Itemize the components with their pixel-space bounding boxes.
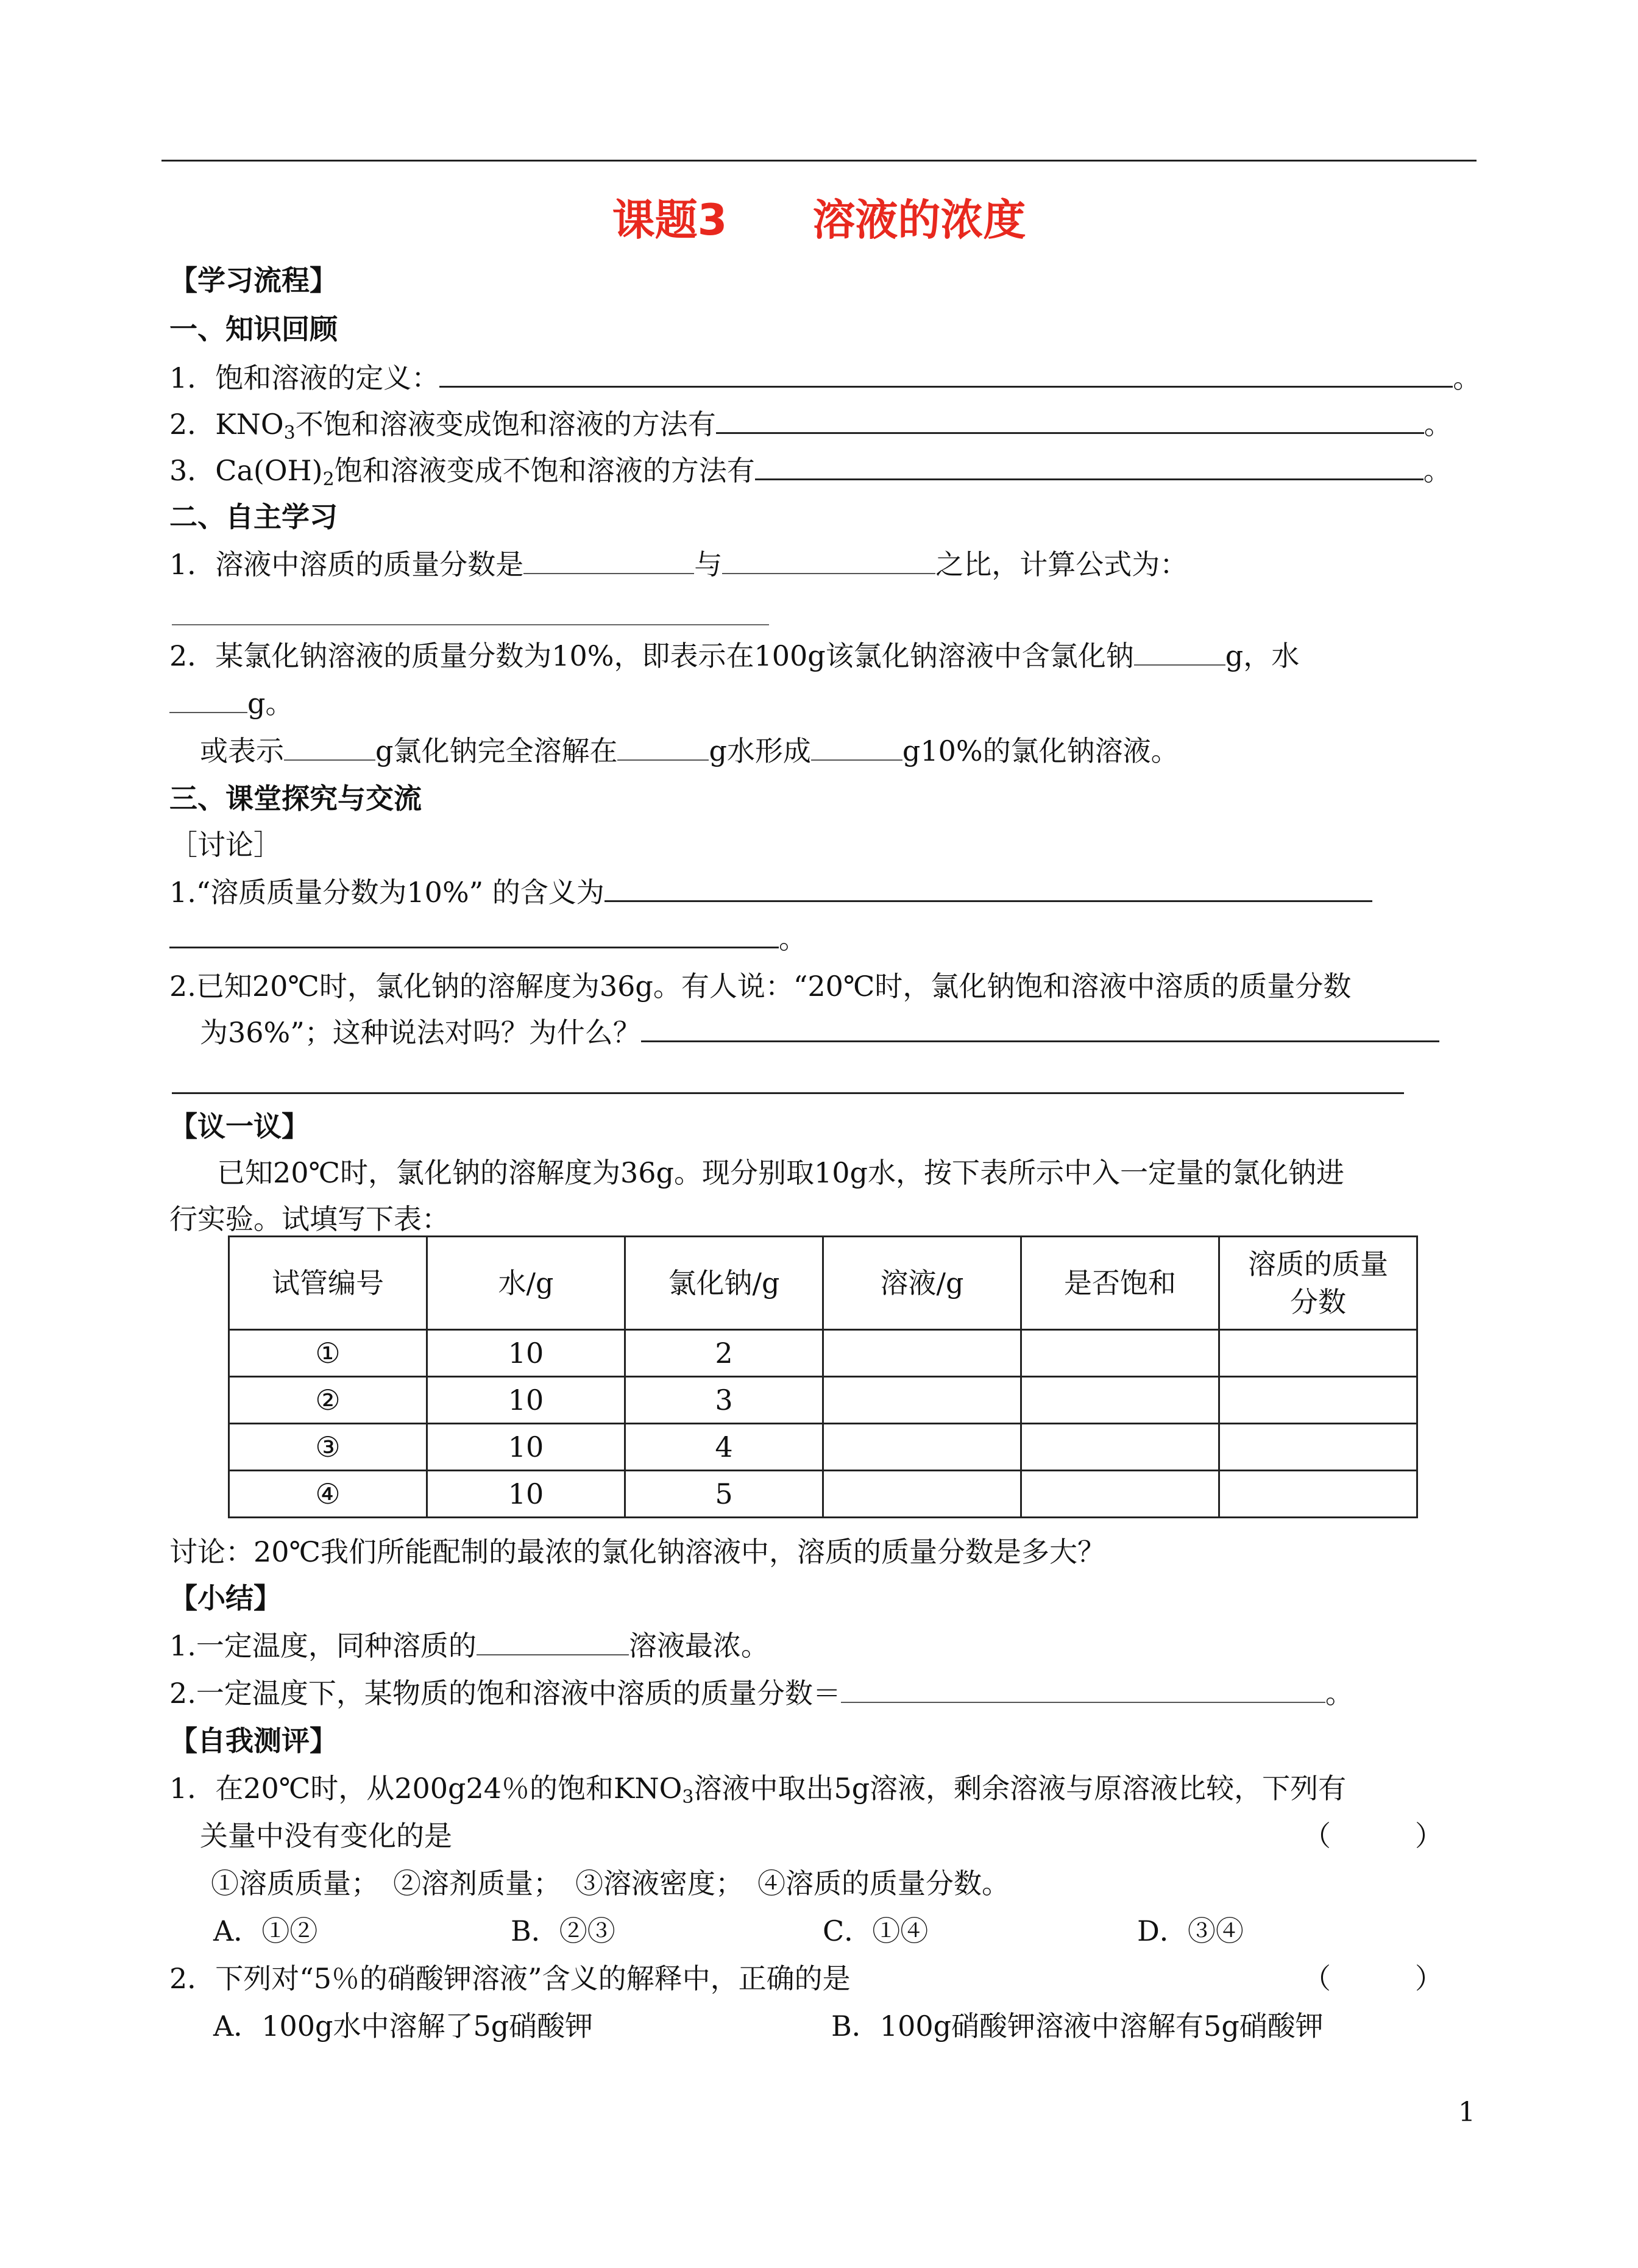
part2-heading: 二、自主学习	[169, 500, 338, 533]
option-b[interactable]: B．②③	[511, 1914, 615, 1947]
header-cell: 水/g	[427, 1237, 625, 1330]
selftest-heading: 【自我测评】	[169, 1724, 338, 1757]
answer-blank[interactable]	[1134, 640, 1225, 666]
table-cell-blank[interactable]	[1219, 1471, 1417, 1518]
answer-line[interactable]	[172, 1092, 1404, 1094]
table-cell: 10	[427, 1330, 625, 1377]
part2-q2-cont	[169, 686, 293, 722]
part3-heading: 三、课堂探究与交流	[169, 782, 422, 815]
selftest-q1-line1	[169, 1771, 1346, 1807]
subscript: 3	[682, 1786, 694, 1808]
subscript: 2	[322, 469, 335, 490]
table-cell-blank[interactable]	[1219, 1377, 1417, 1424]
selftest-q2: 2．下列对“5％的硝酸钾溶液”含义的解释中，正确的是	[169, 1962, 851, 1995]
part2-q2-text5: g氯化钠完全溶解在	[375, 734, 618, 767]
part2-q1-text: 1．溶液中溶质的质量分数是	[169, 548, 524, 581]
answer-blank[interactable]	[439, 361, 1453, 388]
header-cell: 是否饱和	[1021, 1237, 1219, 1330]
table-cell: 2	[625, 1330, 823, 1377]
answer-blank[interactable]	[841, 1677, 1325, 1703]
table-cell: ②	[229, 1377, 427, 1424]
part1-q1-text: 1．饱和溶液的定义：	[169, 361, 440, 394]
part1-q3-text2: 饱和溶液变成不饱和溶液的方法有	[334, 454, 755, 487]
part1-q3-text: 3．Ca(OH)	[169, 454, 323, 487]
header-cell: 溶液/g	[823, 1237, 1021, 1330]
part2-q2-text4: 或表示	[200, 734, 284, 767]
part2-q2	[169, 639, 1299, 674]
discussion-label: ［讨论］	[169, 828, 282, 861]
table-cell: ①	[229, 1330, 427, 1377]
table-cell: ④	[229, 1471, 427, 1518]
table-row	[229, 1424, 1417, 1471]
answer-blank[interactable]	[716, 408, 1424, 434]
summary-1	[169, 1629, 769, 1664]
part2-q1	[169, 547, 1188, 583]
selftest-q1-text2: 溶液中取出5g溶液，剩余溶液与原溶液比较，下列有	[693, 1772, 1347, 1805]
part1-heading: 一、知识回顾	[169, 313, 338, 346]
selftest-q1-text: 1．在20℃时，从200g24％的饱和KNO	[169, 1772, 682, 1805]
table-cell: 3	[625, 1377, 823, 1424]
table-cell-blank[interactable]	[1219, 1330, 1417, 1377]
answer-parentheses[interactable]: （ ）	[1303, 1962, 1443, 1995]
answer-blank[interactable]	[284, 735, 375, 761]
part3-q1	[169, 875, 1372, 911]
yiyiyi-heading: 【议一议】	[169, 1110, 310, 1143]
answer-blank[interactable]	[523, 549, 694, 574]
discussion-question: 讨论：20℃我们所能配制的最浓的氯化钠溶液中，溶质的质量分数是多大？	[169, 1535, 1105, 1568]
table-cell: 10	[427, 1377, 625, 1424]
formula-blank[interactable]	[172, 624, 769, 625]
answer-blank[interactable]	[604, 876, 1372, 902]
header-text: 溶质的质量	[1248, 1247, 1388, 1281]
part2-q2-text7: g10%的氯化钠溶液。	[902, 734, 1179, 767]
table-cell: 4	[625, 1424, 823, 1471]
table-cell-blank[interactable]	[823, 1377, 1021, 1424]
option-a[interactable]: A．①②	[213, 1914, 318, 1947]
selftest-q1-line2: 关量中没有变化的是	[200, 1819, 452, 1852]
table-cell: 10	[427, 1471, 625, 1518]
answer-blank[interactable]	[641, 1016, 1439, 1042]
part2-q2-or	[200, 734, 1179, 769]
header-cell: 氯化钠/g	[625, 1237, 823, 1330]
page-number: 1	[1458, 2097, 1475, 2128]
part1-q1	[169, 361, 1481, 396]
answer-blank[interactable]	[811, 735, 902, 761]
yiyiyi-text1: 已知20℃时，氯化钠的溶解度为36g。现分别取10g水，按下表所示中入一定量的氯化钠进	[217, 1156, 1344, 1189]
option-a[interactable]: A．100g水中溶解了5g硝酸钾	[213, 2010, 594, 2042]
header-cell	[1219, 1237, 1417, 1330]
period: 。	[1424, 408, 1452, 441]
summary-2	[169, 1676, 1353, 1712]
answer-blank[interactable]	[722, 549, 935, 574]
table-row	[229, 1377, 1417, 1424]
experiment-table	[228, 1235, 1418, 1518]
table-row	[229, 1330, 1417, 1377]
part3-q2-line1: 2.已知20℃时，氯化钠的溶解度为36g。有人说：“20℃时，氯化钠饱和溶液中溶质的质量分数	[169, 970, 1352, 1003]
part3-q2	[200, 1015, 1439, 1051]
part2-q2-text6: g水形成	[709, 734, 811, 767]
answer-blank[interactable]	[477, 1630, 629, 1655]
part3-q1-cont	[169, 922, 807, 957]
part1-q2	[169, 407, 1452, 443]
table-cell: 10	[427, 1424, 625, 1471]
option-b[interactable]: B．100g硝酸钾溶液中溶解有5g硝酸钾	[831, 2010, 1324, 2042]
summary-1-text2: 溶液最浓。	[628, 1629, 769, 1662]
table-cell-blank[interactable]	[823, 1330, 1021, 1377]
yiyiyi-text2: 行实验。试填写下表：	[169, 1203, 450, 1235]
answer-blank[interactable]	[169, 922, 779, 948]
table-cell-blank[interactable]	[1021, 1377, 1219, 1424]
summary-2-text: 2.一定温度下，某物质的饱和溶液中溶质的质量分数＝	[169, 1677, 841, 1710]
answer-blank[interactable]	[617, 735, 709, 761]
summary-heading: 【小结】	[169, 1582, 282, 1615]
table-cell-blank[interactable]	[1021, 1424, 1219, 1471]
summary-1-text: 1.一定温度，同种溶质的	[169, 1629, 477, 1662]
table-cell: 5	[625, 1471, 823, 1518]
table-header-row	[229, 1237, 1417, 1330]
part2-q2-text2: g，水	[1225, 639, 1300, 672]
option-c[interactable]: C．①④	[823, 1914, 929, 1947]
selftest-q1-items: ①溶质质量； ②溶剂质量； ③溶液密度； ④溶质的质量分数。	[211, 1867, 1010, 1900]
table-cell: ③	[229, 1424, 427, 1471]
period: 。	[1423, 454, 1452, 487]
option-d[interactable]: D．③④	[1137, 1914, 1244, 1947]
table-cell-blank[interactable]	[1021, 1330, 1219, 1377]
subscript: 3	[283, 422, 296, 444]
part2-q1-text3: 之比，计算公式为：	[935, 548, 1188, 581]
answer-parentheses[interactable]: （ ）	[1303, 1819, 1443, 1852]
table-row	[229, 1471, 1417, 1518]
answer-blank[interactable]	[169, 688, 247, 713]
table-cell-blank[interactable]	[1219, 1424, 1417, 1471]
part1-q2-text2: 不饱和溶液变成饱和溶液的方法有	[295, 408, 716, 441]
header-rule	[161, 160, 1477, 162]
part2-q2-text3: g。	[247, 687, 294, 720]
page-title: 课题3 溶液的浓度	[612, 195, 1026, 245]
table-cell-blank[interactable]	[823, 1424, 1021, 1471]
part3-q1-text: 1.“溶质质量分数为10%” 的含义为	[169, 876, 604, 909]
header-cell: 试管编号	[229, 1237, 427, 1330]
period: 。	[1453, 361, 1481, 394]
table-cell-blank[interactable]	[1021, 1471, 1219, 1518]
part1-q2-text: 2．KNO	[169, 408, 284, 441]
answer-blank[interactable]	[755, 454, 1424, 480]
period: 。	[779, 922, 807, 955]
part2-q2-text: 2．某氯化钠溶液的质量分数为10%，即表示在100g该氯化钠溶液中含氯化钠	[169, 639, 1134, 672]
header-text: 分数	[1290, 1285, 1346, 1318]
part1-q3	[169, 453, 1452, 489]
part3-q2-text: 为36%”；这种说法对吗？为什么？	[200, 1016, 641, 1049]
period: 。	[1325, 1677, 1353, 1710]
table-cell-blank[interactable]	[823, 1471, 1021, 1518]
part2-q1-text2: 与	[694, 548, 723, 581]
section-flow: 【学习流程】	[169, 264, 338, 297]
